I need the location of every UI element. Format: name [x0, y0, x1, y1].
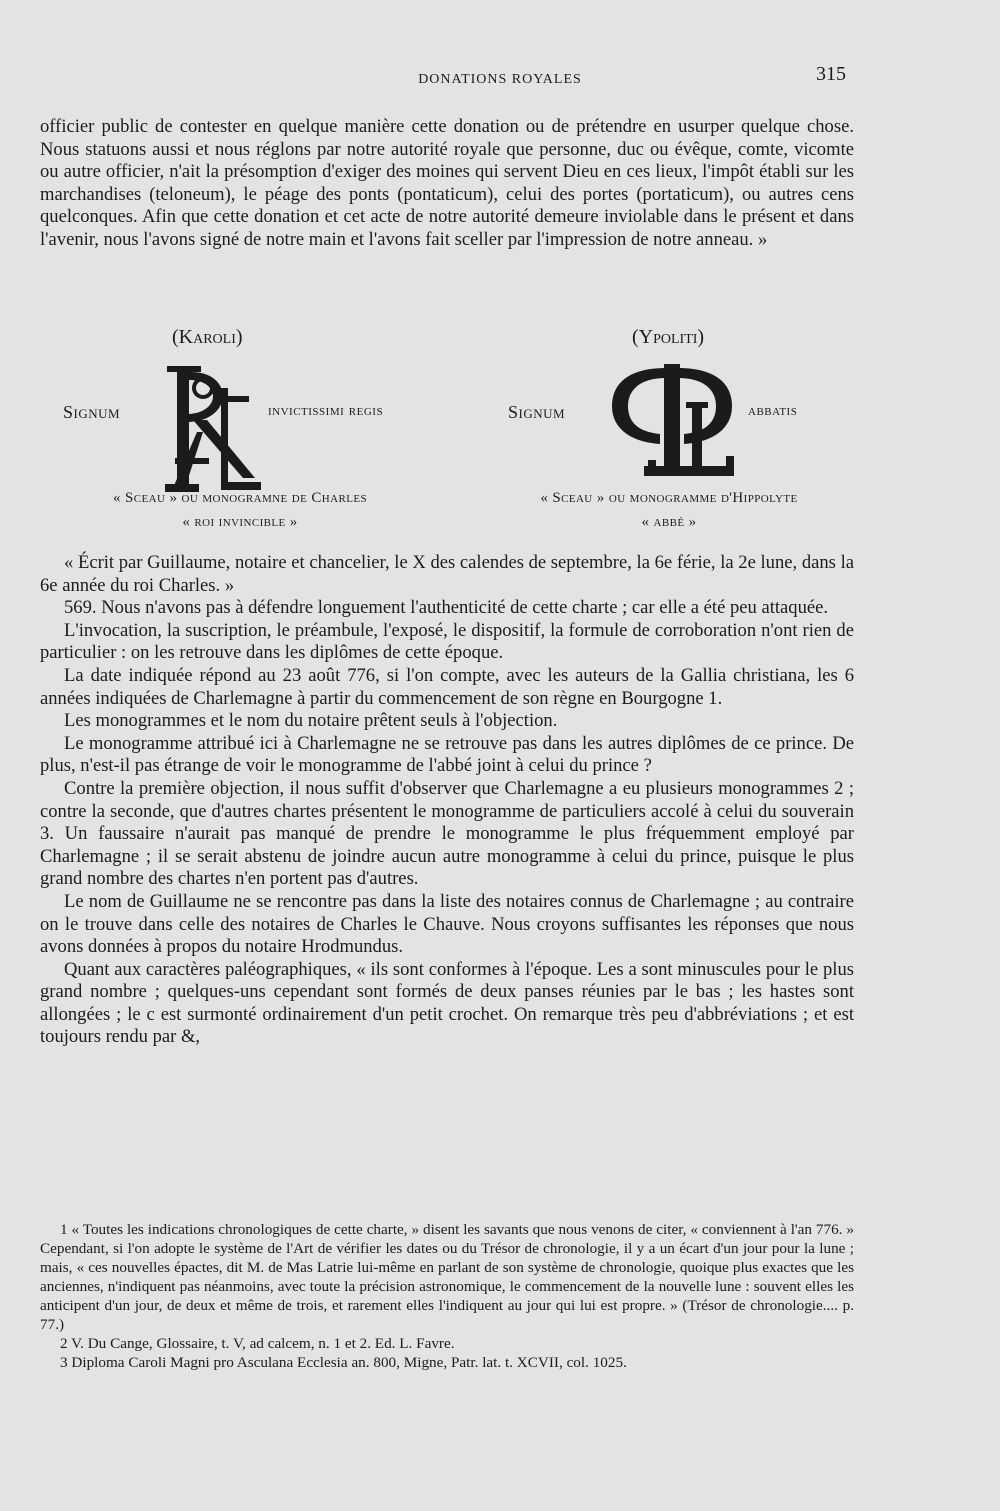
footnotes-block	[40, 1220, 854, 1372]
footnote-1: 1 « Toutes les indications chronologiques de cette charte, » disent les savants que nous venons de citer, « conviennent à l'an 776. » Cependant, si l'on adopte le système de l'Art de vérifier les dates ou du Trésor de chronologie, il y a un écart d'un jour pour la lune ; mais, « ces nouvelles épactes, dit M. de Mas Latrie lui-même en parlant de son système de chronologie, quoique plus exactes que les anciennes, n'indiquent pas néanmoins, avec toute la précision astronomique, le commencement de la nouvelle lune : souvent elles les anticipent d'un jour, de deux et même de trois, et rarement elles l'indiquent au jour qui lui est propre. » (Trésor de chronologie.... p. 77.)	[40, 1221, 854, 1333]
footnote-2: 2 V. Du Cange, Glossaire, t. V, ad calcem, n. 1 et 2. Ed. L. Favre.	[60, 1335, 455, 1352]
paragraph-notary: Le nom de Guillaume ne se rencontre pas dans la liste des notaires connus de Charlemagne ; au contraire on le trouve dans celle des notaires de Charles le Chauve. Nous croyons suffisantes les réponses que nous avons données à propos du notaire Hrodmundus.	[40, 890, 854, 958]
top-paragraph: officier public de contester en quelque manière cette donation ou de prétendre en usurper quelque chose. Nous statuons aussi et nous réglons par notre autorité royale que personne, duc ou évêque, comte, vicomte ou autre officier, n'ait la présomption d'exiger des moines qui servent Dieu en ces lieux, l'impôt établi sur les marchandises (teloneum), le péage des ponts (pontaticum), celui des portes (portaticum), ou autres cens quelconques. Afin que cette donation et cet acte de notre autorité demeure inviolable dans le présent et dans l'avenir, nous l'avons signé de notre main et l'avons fait sceller par l'impression de notre anneau. »	[40, 116, 854, 250]
paragraph-569: 569. Nous n'avons pas à défendre longuement l'authenticité de cette charte ; car elle a été peu attaquée.	[64, 597, 829, 619]
footnote-3: 3 Diploma Caroli Magni pro Asculana Ecclesia an. 800, Migne, Patr. lat. t. XCVII, col. 1025.	[60, 1354, 627, 1371]
right-caption-line2: « abbé »	[641, 514, 697, 530]
paragraph-colophon: « Écrit par Guillaume, notaire et chancelier, le X des calendes de septembre, la 6e férie, la 2e lune, dans la 6e année du roi Charles. »	[40, 552, 854, 596]
right-signum-label: Signum	[508, 402, 566, 422]
charlemagne-monogram-icon	[163, 360, 263, 500]
left-caption-line2: « roi invincible »	[182, 514, 298, 530]
page-number: 315	[816, 63, 846, 85]
karoli-label: (Karoli)	[172, 326, 243, 348]
right-abbatis-label: abbatis	[748, 402, 798, 419]
main-text-block	[40, 552, 854, 1049]
paragraph-paleography: Quant aux caractères paléographiques, « ils sont conformes à l'époque. Les a sont minuscules pour le plus grand nombre ; quelques-uns cependant sont formés de deux panses réunies par le bas ; les hastes sont allongées ; le c est surmonté ordinairement d'un petit crochet. On remarque très peu d'abbréviations ; et est toujours rendu par &,	[40, 958, 854, 1048]
right-caption-line1: « Sceau » ou monogramme d'Hippolyte	[540, 490, 798, 506]
left-signum-label: Signum	[63, 402, 121, 422]
hippolyte-monogram-icon	[608, 360, 740, 482]
running-title: DONATIONS ROYALES	[418, 72, 582, 87]
top-paragraph-block	[40, 116, 854, 252]
paragraph-monogram: Le monogramme attribué ici à Charlemagne ne se retrouve pas dans les autres diplômes de ce prince. De plus, n'est-il pas étrange de voir le monogramme de l'abbé joint à celui du prince ?	[40, 732, 854, 777]
paragraph-date: La date indiquée répond au 23 août 776, si l'on compte, avec les auteurs de la Gallia christiana, les 6 années indiquées de Charlemagne à partir du commencement de son règne en Bourgogne 1.	[40, 664, 854, 709]
paragraph-formulas: L'invocation, la suscription, le préambule, l'exposé, le dispositif, la formule de corroboration n'ont rien de particulier : on les retrouve dans les diplômes de cette époque.	[40, 619, 854, 664]
paragraph-objection: Les monogrammes et le nom du notaire prêtent seuls à l'objection.	[64, 710, 558, 732]
ypoliti-label: (Ypoliti)	[632, 326, 705, 348]
monogram-section	[0, 318, 1000, 540]
paragraph-reply: Contre la première objection, il nous suffit d'observer que Charlemagne a eu plusieurs monogrammes 2 ; contre la seconde, que d'autres chartes présentent le monogramme de particuliers accolé à celui du souverain 3. Un faussaire n'aurait pas manqué de prendre le monogramme le plus fréquemment employé par Charlemagne ; il se serait abstenu de joindre aucun autre monogramme à celui du prince, puisque le plus grand nombre des chartes n'en portent pas d'autres.	[40, 777, 854, 890]
left-caption-line1: « Sceau » ou monogramne de Charles	[112, 490, 367, 506]
left-invictissimi-label: invictissimi regis	[268, 402, 384, 419]
